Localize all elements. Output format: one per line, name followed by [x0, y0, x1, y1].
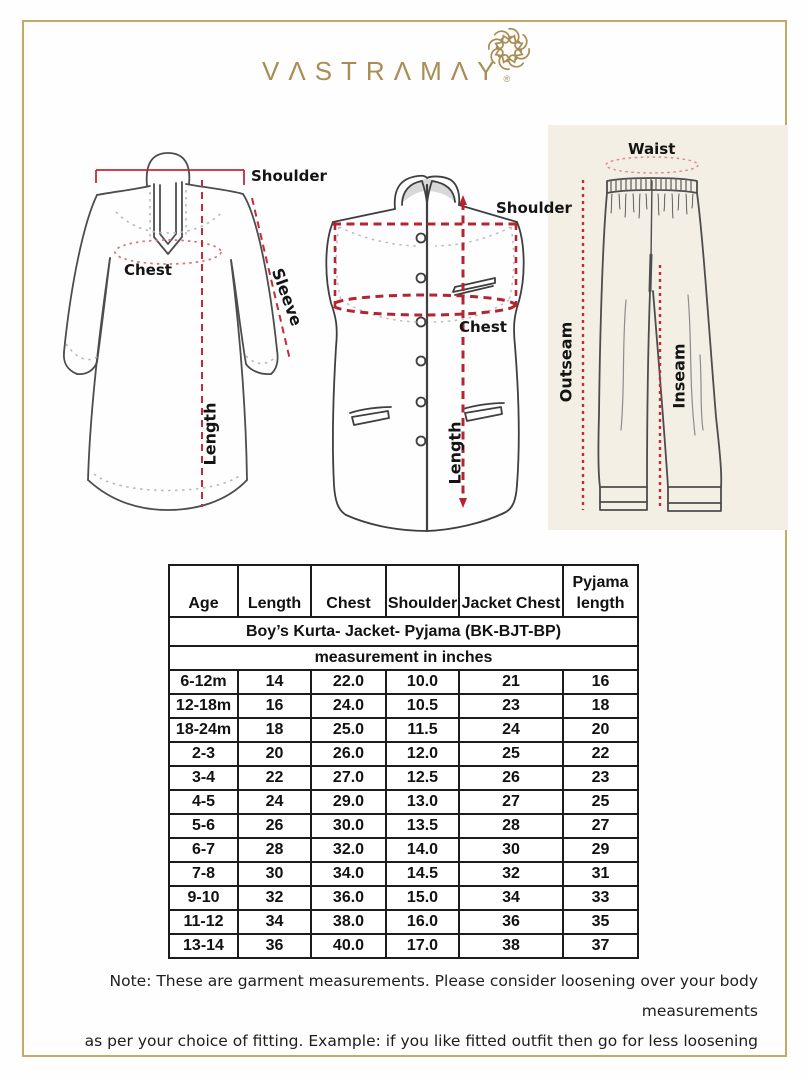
col-header-shoulder: Shoulder — [386, 565, 459, 617]
table-cell: 32 — [238, 886, 311, 910]
table-cell: 26 — [238, 814, 311, 838]
table-cell: 26.0 — [311, 742, 386, 766]
table-cell: 30 — [238, 862, 311, 886]
table-row — [169, 838, 638, 862]
kurta-measure-lines — [96, 170, 290, 507]
table-cell: 18 — [238, 718, 311, 742]
table-cell: 25.0 — [311, 718, 386, 742]
table-cell: 12-18m — [169, 694, 238, 718]
brand-ornament-icon — [486, 26, 532, 72]
table-cell: 6-12m — [169, 670, 238, 694]
table-cell: 36.0 — [311, 886, 386, 910]
table-cell: 11.5 — [386, 718, 459, 742]
col-header-chest: Chest — [311, 565, 386, 617]
table-cell: 22.0 — [311, 670, 386, 694]
jacket-chest-label: Chest — [459, 318, 507, 336]
kurta-sleeve-label: Sleeve — [267, 265, 307, 329]
table-cell: 20 — [563, 718, 638, 742]
note-text — [38, 966, 758, 1056]
pyjama-inseam-label: Inseam — [669, 343, 689, 409]
table-cell: 10.5 — [386, 694, 459, 718]
table-cell: 10.0 — [386, 670, 459, 694]
jacket-length-label: Length — [445, 421, 465, 485]
table-cell: 2-3 — [169, 742, 238, 766]
table-row — [169, 934, 638, 958]
table-cell: 24 — [238, 790, 311, 814]
table-cell: 12.5 — [386, 766, 459, 790]
note-line-1: Note: These are garment measurements. Please consider loosening over your body measurements — [109, 972, 758, 1020]
table-cell: 35 — [563, 910, 638, 934]
ornament-curls — [488, 28, 530, 70]
table-cell: 29.0 — [311, 790, 386, 814]
table-cell: 34.0 — [311, 862, 386, 886]
col-header-age: Age — [169, 565, 238, 617]
table-cell: 15.0 — [386, 886, 459, 910]
table-cell: 18-24m — [169, 718, 238, 742]
table-cell: 13.0 — [386, 790, 459, 814]
size-chart-table — [168, 564, 639, 959]
size-table-header — [169, 565, 638, 617]
table-cell: 32 — [459, 862, 563, 886]
table-cell: 24.0 — [311, 694, 386, 718]
table-cell: 37 — [563, 934, 638, 958]
table-cell: 34 — [238, 910, 311, 934]
jacket-chest-ellipse — [333, 295, 515, 315]
table-cell: 40.0 — [311, 934, 386, 958]
table-cell: 23 — [563, 766, 638, 790]
table-row — [169, 862, 638, 886]
table-cell: 16 — [238, 694, 311, 718]
jacket-outline — [326, 176, 523, 531]
table-subtitle-row — [169, 646, 638, 670]
table-cell: 12.0 — [386, 742, 459, 766]
registered-mark: ® — [503, 74, 511, 84]
table-cell: 13-14 — [169, 934, 238, 958]
col-header-jacket-chest: Jacket Chest — [459, 565, 563, 617]
table-cell: 14.5 — [386, 862, 459, 886]
table-title-row — [169, 617, 638, 646]
kurta-shoulder-label: Shoulder — [251, 167, 327, 185]
table-cell: 6-7 — [169, 838, 238, 862]
table-row — [169, 670, 638, 694]
pyjama-waist-label: Waist — [628, 140, 676, 158]
table-cell: 25 — [459, 742, 563, 766]
table-cell: 18 — [563, 694, 638, 718]
jacket-shoulder-label: Shoulder — [496, 199, 572, 217]
table-cell: 25 — [563, 790, 638, 814]
table-cell: 7-8 — [169, 862, 238, 886]
table-cell: 30 — [459, 838, 563, 862]
col-header-pyjama-length: Pyjama length — [563, 565, 638, 617]
table-cell: 21 — [459, 670, 563, 694]
table-header-row — [169, 565, 638, 617]
table-cell: 13.5 — [386, 814, 459, 838]
note-line-2: as per your choice of fitting. Example: if you like fitted outfit then go for less loosening — [84, 1032, 758, 1050]
table-cell: 32.0 — [311, 838, 386, 862]
table-row — [169, 814, 638, 838]
table-cell: 11-12 — [169, 910, 238, 934]
kurta-length-label: Length — [200, 402, 220, 466]
table-cell: 14 — [238, 670, 311, 694]
table-cell: 16 — [563, 670, 638, 694]
pyjama-diagram — [548, 125, 788, 530]
table-cell: 27 — [563, 814, 638, 838]
table-cell: 27 — [459, 790, 563, 814]
table-cell: 17.0 — [386, 934, 459, 958]
table-cell: 38.0 — [311, 910, 386, 934]
table-cell: 30.0 — [311, 814, 386, 838]
table-subtitle: measurement in inches — [169, 646, 638, 670]
table-cell: 29 — [563, 838, 638, 862]
table-cell: 28 — [459, 814, 563, 838]
table-row — [169, 694, 638, 718]
brand-logo — [262, 56, 510, 87]
size-table-body — [169, 670, 638, 958]
table-cell: 22 — [563, 742, 638, 766]
pyjama-outseam-label: Outseam — [556, 321, 576, 403]
size-table-head-rows — [169, 617, 638, 670]
kurta-stitch-lines — [66, 190, 276, 491]
brand-wordmark: VΛSTRΛMΛY — [262, 56, 504, 86]
kurta-outline — [64, 153, 278, 510]
table-cell: 24 — [459, 718, 563, 742]
table-row — [169, 886, 638, 910]
table-cell: 20 — [238, 742, 311, 766]
table-row — [169, 718, 638, 742]
table-cell: 34 — [459, 886, 563, 910]
kurta-chest-label: Chest — [124, 261, 172, 279]
table-cell: 31 — [563, 862, 638, 886]
table-cell: 14.0 — [386, 838, 459, 862]
table-cell: 23 — [459, 694, 563, 718]
table-cell: 9-10 — [169, 886, 238, 910]
table-cell: 36 — [238, 934, 311, 958]
table-cell: 5-6 — [169, 814, 238, 838]
table-cell: 27.0 — [311, 766, 386, 790]
table-cell: 4-5 — [169, 790, 238, 814]
col-header-length: Length — [238, 565, 311, 617]
table-cell: 36 — [459, 910, 563, 934]
table-cell: 28 — [238, 838, 311, 862]
table-cell: 16.0 — [386, 910, 459, 934]
table-cell: 38 — [459, 934, 563, 958]
kurta-shoulder-line — [96, 170, 244, 185]
table-cell: 22 — [238, 766, 311, 790]
table-row — [169, 742, 638, 766]
table-title: Boy’s Kurta- Jacket- Pyjama (BK-BJT-BP) — [169, 617, 638, 646]
table-cell: 26 — [459, 766, 563, 790]
table-row — [169, 910, 638, 934]
table-row — [169, 766, 638, 790]
jacket-measure-lines — [333, 195, 517, 508]
table-row — [169, 790, 638, 814]
table-cell: 33 — [563, 886, 638, 910]
table-cell: 3-4 — [169, 766, 238, 790]
